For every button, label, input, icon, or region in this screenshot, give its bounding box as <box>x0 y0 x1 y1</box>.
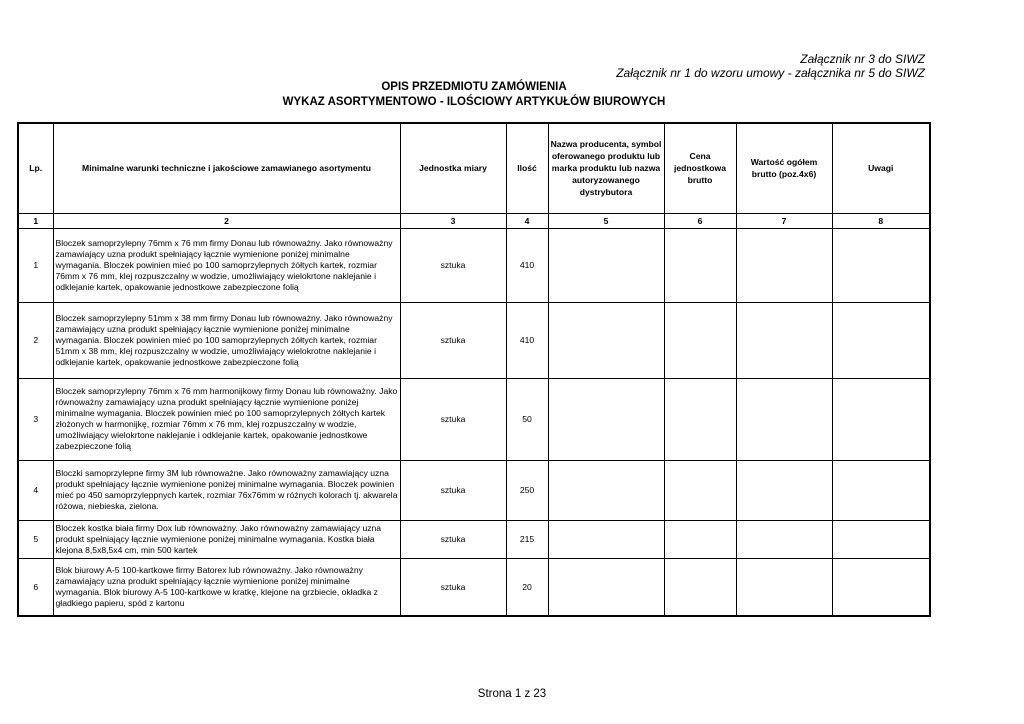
col-header-unit: Jednostka miary <box>400 123 506 213</box>
row-total-value-cell <box>736 460 832 520</box>
row-description: Blok biurowy A-5 100-kartkowe firmy Batorex lub równoważny. Jako równoważny zamawiający uzna produkt spełniający łącznie wymienione poniżej minimalne wymagania. Blok biurowy A-5 100-kartkowe w kratkę, klejone na grzbiecie, okładka z gładkiego papieru, spód z kartonu <box>53 558 400 616</box>
col-header-unit-price: Cena jednostkowa brutto <box>664 123 736 213</box>
column-number: 3 <box>400 213 506 228</box>
col-header-requirements: Minimalne warunki techniczne i jakościowe zamawianego asortymentu <box>53 123 400 213</box>
column-number: 5 <box>548 213 664 228</box>
row-lp: 4 <box>18 460 53 520</box>
row-notes-cell <box>832 228 930 302</box>
row-unit: sztuka <box>400 558 506 616</box>
row-notes-cell <box>832 378 930 460</box>
col-header-lp: Lp. <box>18 123 53 213</box>
row-description: Bloczek samoprzylepny 51mm x 38 mm firmy Donau lub równoważny. Jako równoważny zamawiający uzna produkt spełniający łącznie wymienione poniżej minimalne wymagania. Bloczek powinien mieć po 100 samoprzylepnych żółtych kartek, rozmiar 51mm x 38 mm, klej rozpuszczalny w wodzie, umożliwiający wielokrotne naklejanie i odklejanie kartek, opakowanie jednostkowe zabezpieczone folią <box>53 302 400 378</box>
row-producer-cell <box>548 520 664 558</box>
document-title: OPIS PRZEDMIOTU ZAMÓWIENIA <box>381 81 567 93</box>
row-unit: sztuka <box>400 378 506 460</box>
column-number: 8 <box>832 213 930 228</box>
row-unit: sztuka <box>400 302 506 378</box>
row-lp: 1 <box>18 228 53 302</box>
row-unit: sztuka <box>400 228 506 302</box>
column-number: 2 <box>53 213 400 228</box>
row-description: Bloczek samoprzylepny 76mm x 76 mm harmonijkowy firmy Donau lub równoważny. Jako równoważny zamawiający uzna produkt spełniający łącznie wymienione poniżej minimalne wymagania. Bloczek powinien mieć po 100 samoprzylepnych żółtych kartek złożonych w harmonijkę, rozmiar 76mm x 76 mm, klej rozpuszczalny w wodzie, umożliwiający wielokrtone naklejanie i odklejanie kartek, opakowanie jednostkowe zabezpieczone folią <box>53 378 400 460</box>
row-total-value-cell <box>736 378 832 460</box>
row-notes-cell <box>832 460 930 520</box>
row-unit: sztuka <box>400 460 506 520</box>
row-description: Bloczki samoprzylepne firmy 3M lub równoważne. Jako równoważny zamawiający uzna produkt spełniający łącznie wymienione poniżej minimalne wymagania. Bloczek powinien mieć po 450 samoprzyleppnych kartek, rozmiar 76x76mm w różnych kolorach tj. akwarela różowa, niebieska, zielona. <box>53 460 400 520</box>
document-subtitle: WYKAZ ASORTYMENTOWO - ILOŚCIOWY ARTYKUŁÓW BIUROWYCH <box>282 96 666 108</box>
table-row <box>18 520 930 558</box>
row-quantity: 20 <box>506 558 548 616</box>
assortment-table <box>17 122 931 617</box>
table-row <box>18 460 930 520</box>
col-header-quantity: Ilość <box>506 123 548 213</box>
col-header-notes: Uwagi <box>832 123 930 213</box>
row-lp: 3 <box>18 378 53 460</box>
row-unit-price-cell <box>664 302 736 378</box>
attachment-reference-2: Załącznik nr 1 do wzoru umowy - załącznika nr 5 do SIWZ <box>616 66 925 80</box>
attachment-reference-1: Załącznik nr 3 do SIWZ <box>800 52 925 66</box>
column-number-row <box>18 213 930 228</box>
row-total-value-cell <box>736 302 832 378</box>
row-lp: 2 <box>18 302 53 378</box>
table-row <box>18 228 930 302</box>
col-header-producer: Nazwa producenta, symbol oferowanego produktu lub marka produktu lub nazwa autoryzowanego dystrybutora <box>548 123 664 213</box>
row-total-value-cell <box>736 558 832 616</box>
row-unit-price-cell <box>664 228 736 302</box>
column-number: 4 <box>506 213 548 228</box>
row-total-value-cell <box>736 228 832 302</box>
row-producer-cell <box>548 558 664 616</box>
table-row <box>18 558 930 616</box>
row-lp: 5 <box>18 520 53 558</box>
table-row <box>18 378 930 460</box>
row-description: Bloczek kostka biała firmy Dox lub równoważny. Jako równoważny zamawiający uzna produkt spełniający łącznie wymienione poniżej minimalne wymagania. Kostka biała klejona 8,5x8,5x4 cm, min 500 kartek <box>53 520 400 558</box>
row-unit: sztuka <box>400 520 506 558</box>
row-quantity: 410 <box>506 228 548 302</box>
row-description: Bloczek samoprzylepny 76mm x 76 mm firmy Donau lub równoważny. Jako równoważny zamawiający uzna produkt spełniający łącznie wymienione poniżej minimalne wymagania. Bloczek powinien mieć po 100 samoprzylepnych żółtych kartek, rozmiar 76mm x 76 mm, klej rozpuszczalny w wodzie, umożliwiający wielokrtone naklejanie i odklejanie kartek, opakowanie jednostkowe zabezpieczone folią <box>53 228 400 302</box>
row-producer-cell <box>548 302 664 378</box>
row-producer-cell <box>548 228 664 302</box>
row-quantity: 215 <box>506 520 548 558</box>
table-header-row <box>18 123 930 213</box>
row-total-value-cell <box>736 520 832 558</box>
column-number: 7 <box>736 213 832 228</box>
row-unit-price-cell <box>664 460 736 520</box>
row-notes-cell <box>832 558 930 616</box>
row-producer-cell <box>548 378 664 460</box>
row-notes-cell <box>832 302 930 378</box>
row-quantity: 410 <box>506 302 548 378</box>
column-number: 1 <box>18 213 53 228</box>
row-notes-cell <box>832 520 930 558</box>
row-producer-cell <box>548 460 664 520</box>
col-header-total-value: Wartość ogółem brutto (poz.4x6) <box>736 123 832 213</box>
page-number: Strona 1 z 23 <box>477 688 547 700</box>
row-unit-price-cell <box>664 520 736 558</box>
row-unit-price-cell <box>664 558 736 616</box>
row-quantity: 250 <box>506 460 548 520</box>
row-lp: 6 <box>18 558 53 616</box>
row-unit-price-cell <box>664 378 736 460</box>
row-quantity: 50 <box>506 378 548 460</box>
table-row <box>18 302 930 378</box>
column-number: 6 <box>664 213 736 228</box>
